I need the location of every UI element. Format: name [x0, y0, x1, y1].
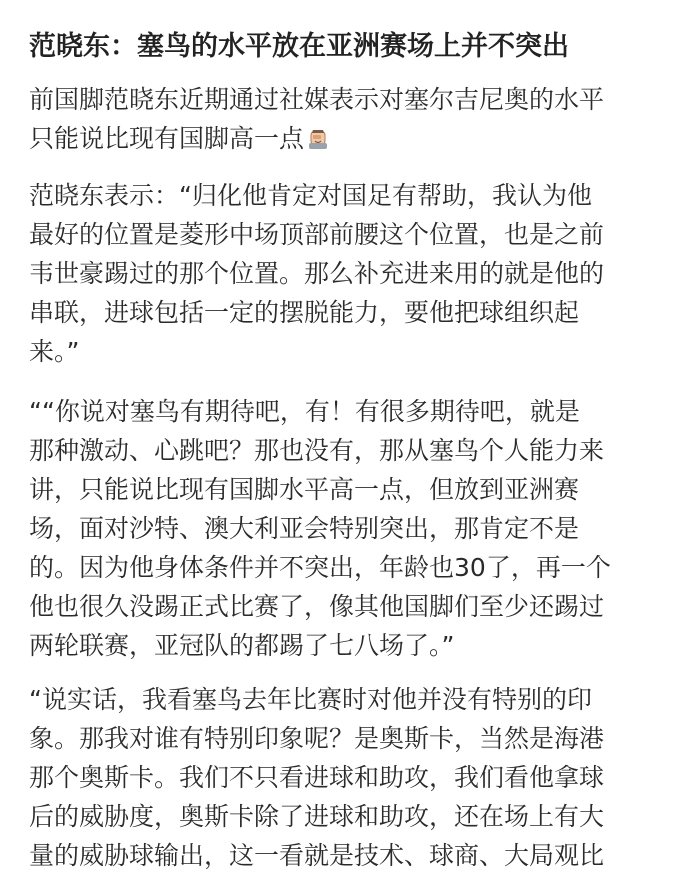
paragraph-line: 他也很久没踢正式比赛了，像其他国脚们至少还踢过: [29, 592, 605, 621]
paragraph-line: “说实话，我看塞鸟去年比赛时对他并没有特别的印: [29, 685, 592, 714]
paragraph-line: 韦世豪踢过的那个位置。那么补充进来用的就是他的: [29, 259, 605, 288]
paragraph-line: 串联，进球包括一定的摆脱能力，要他把球组织起: [29, 298, 580, 327]
paragraph-line: 来。”: [29, 337, 80, 366]
paragraph-line: 量的威胁球输出，这一看就是技术、球商、大局观比: [29, 841, 605, 870]
paragraph-line-text: 只能说比现有国脚高一点: [29, 124, 305, 153]
facepalm-emoji-icon: [307, 128, 329, 150]
paragraph-line: 后的威胁度，奥斯卡除了进球和助攻，还在场上有大: [29, 802, 605, 831]
article-title: 范晓东：塞鸟的水平放在亚洲赛场上并不突出: [29, 31, 569, 62]
paragraph-line: 两轮联赛，亚冠队的都踢了七八场了。”: [29, 631, 455, 660]
paragraph-1: [29, 80, 669, 158]
paragraph-line: 场，面对沙特、澳大利亚会特别突出，那肯定不是: [29, 514, 580, 543]
paragraph-line: 的。因为他身体条件并不突出，年龄也30了，再一个: [29, 553, 611, 582]
paragraph-line: 讲，只能说比现有国脚水平高一点，但放到亚洲赛: [29, 475, 580, 504]
paragraph-4: [29, 680, 669, 875]
paragraph-line: 象。那我对谁有特别印象呢？是奥斯卡，当然是海港: [29, 724, 605, 753]
paragraph-line: 那种激动、心跳吧？那也没有，那从塞鸟个人能力来: [29, 436, 605, 465]
paragraph-3: [29, 392, 669, 665]
paragraph-line: 那个奥斯卡。我们不只看进球和助攻，我们看他拿球: [29, 763, 605, 792]
paragraph-2: [29, 176, 669, 371]
paragraph-line: 最好的位置是菱形中场顶部前腰这个位置，也是之前: [29, 220, 605, 249]
paragraph-line: 范晓东表示：“归化他肯定对国足有帮助，我认为他: [29, 181, 592, 210]
paragraph-line: 前国脚范晓东近期通过社媒表示对塞尔吉尼奥的水平: [29, 85, 605, 114]
paragraph-line-with-emoji: [29, 119, 669, 158]
paragraph-line: ““你说对塞鸟有期待吧，有！有很多期待吧，就是: [29, 397, 580, 426]
